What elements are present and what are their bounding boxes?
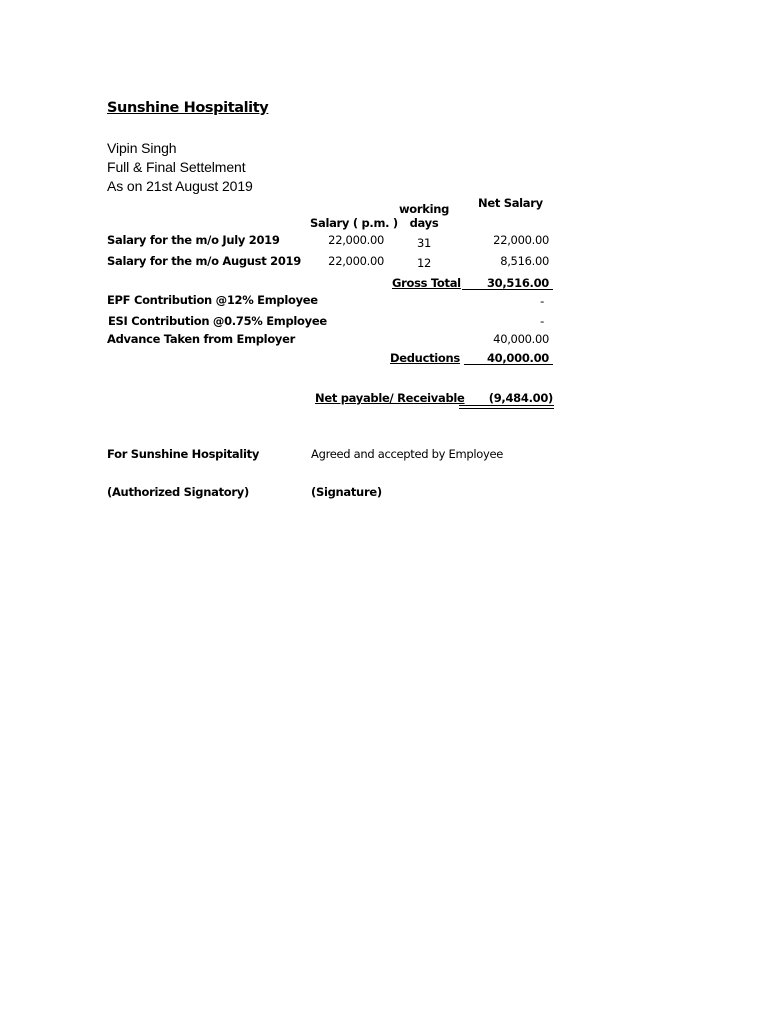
salary-row-net-salary: 8,516.00 bbox=[500, 254, 549, 268]
net-payable-label: Net payable/ Receivable bbox=[315, 391, 465, 405]
company-title: Sunshine Hospitality bbox=[107, 100, 269, 116]
employer-for-label: For Sunshine Hospitality bbox=[107, 447, 260, 461]
deduction-label: Advance Taken from Employer bbox=[107, 332, 295, 346]
deduction-label: EPF Contribution @12% Employee bbox=[107, 293, 318, 307]
net-payable-value: (9,484.00) bbox=[488, 391, 553, 405]
gross-total-value: 30,516.00 bbox=[486, 276, 549, 290]
salary-row-salary-pm: 22,000.00 bbox=[328, 233, 384, 247]
net-payable-double-underline bbox=[459, 408, 554, 409]
salary-row-label: Salary for the m/o July 2019 bbox=[107, 233, 280, 247]
gross-total-underline bbox=[462, 289, 553, 290]
deduction-value: - bbox=[540, 294, 544, 308]
working-days-header-line1: working bbox=[398, 202, 450, 216]
salary-row-working-days: 31 bbox=[416, 236, 432, 250]
deduction-label: ESI Contribution @0.75% Employee bbox=[108, 314, 327, 328]
salary-row-net-salary: 22,000.00 bbox=[493, 233, 549, 247]
deductions-total-underline bbox=[464, 364, 553, 365]
deduction-value: 40,000.00 bbox=[493, 332, 549, 346]
as-on-date: As on 21st August 2019 bbox=[107, 178, 253, 194]
net-payable-underline bbox=[459, 405, 554, 406]
net-salary-header: Net Salary bbox=[478, 196, 543, 210]
salary-row-salary-pm: 22,000.00 bbox=[328, 254, 384, 268]
salary-row-working-days: 12 bbox=[416, 256, 432, 270]
deductions-total-label: Deductions bbox=[390, 351, 460, 365]
employee-agreed-label: Agreed and accepted by Employee bbox=[311, 447, 504, 461]
salary-pm-header: Salary ( p.m. ) bbox=[310, 216, 398, 230]
salary-row-label: Salary for the m/o August 2019 bbox=[107, 254, 301, 268]
document-type: Full & Final Settelment bbox=[107, 159, 246, 175]
working-days-header-line2: days bbox=[409, 216, 439, 230]
deduction-value: - bbox=[540, 314, 544, 328]
employee-name: Vipin Singh bbox=[107, 140, 177, 156]
employee-signature-label: (Signature) bbox=[311, 485, 382, 499]
authorized-signatory-label: (Authorized Signatory) bbox=[107, 485, 249, 499]
gross-total-label: Gross Total bbox=[392, 276, 461, 290]
deductions-total-value: 40,000.00 bbox=[486, 351, 549, 365]
